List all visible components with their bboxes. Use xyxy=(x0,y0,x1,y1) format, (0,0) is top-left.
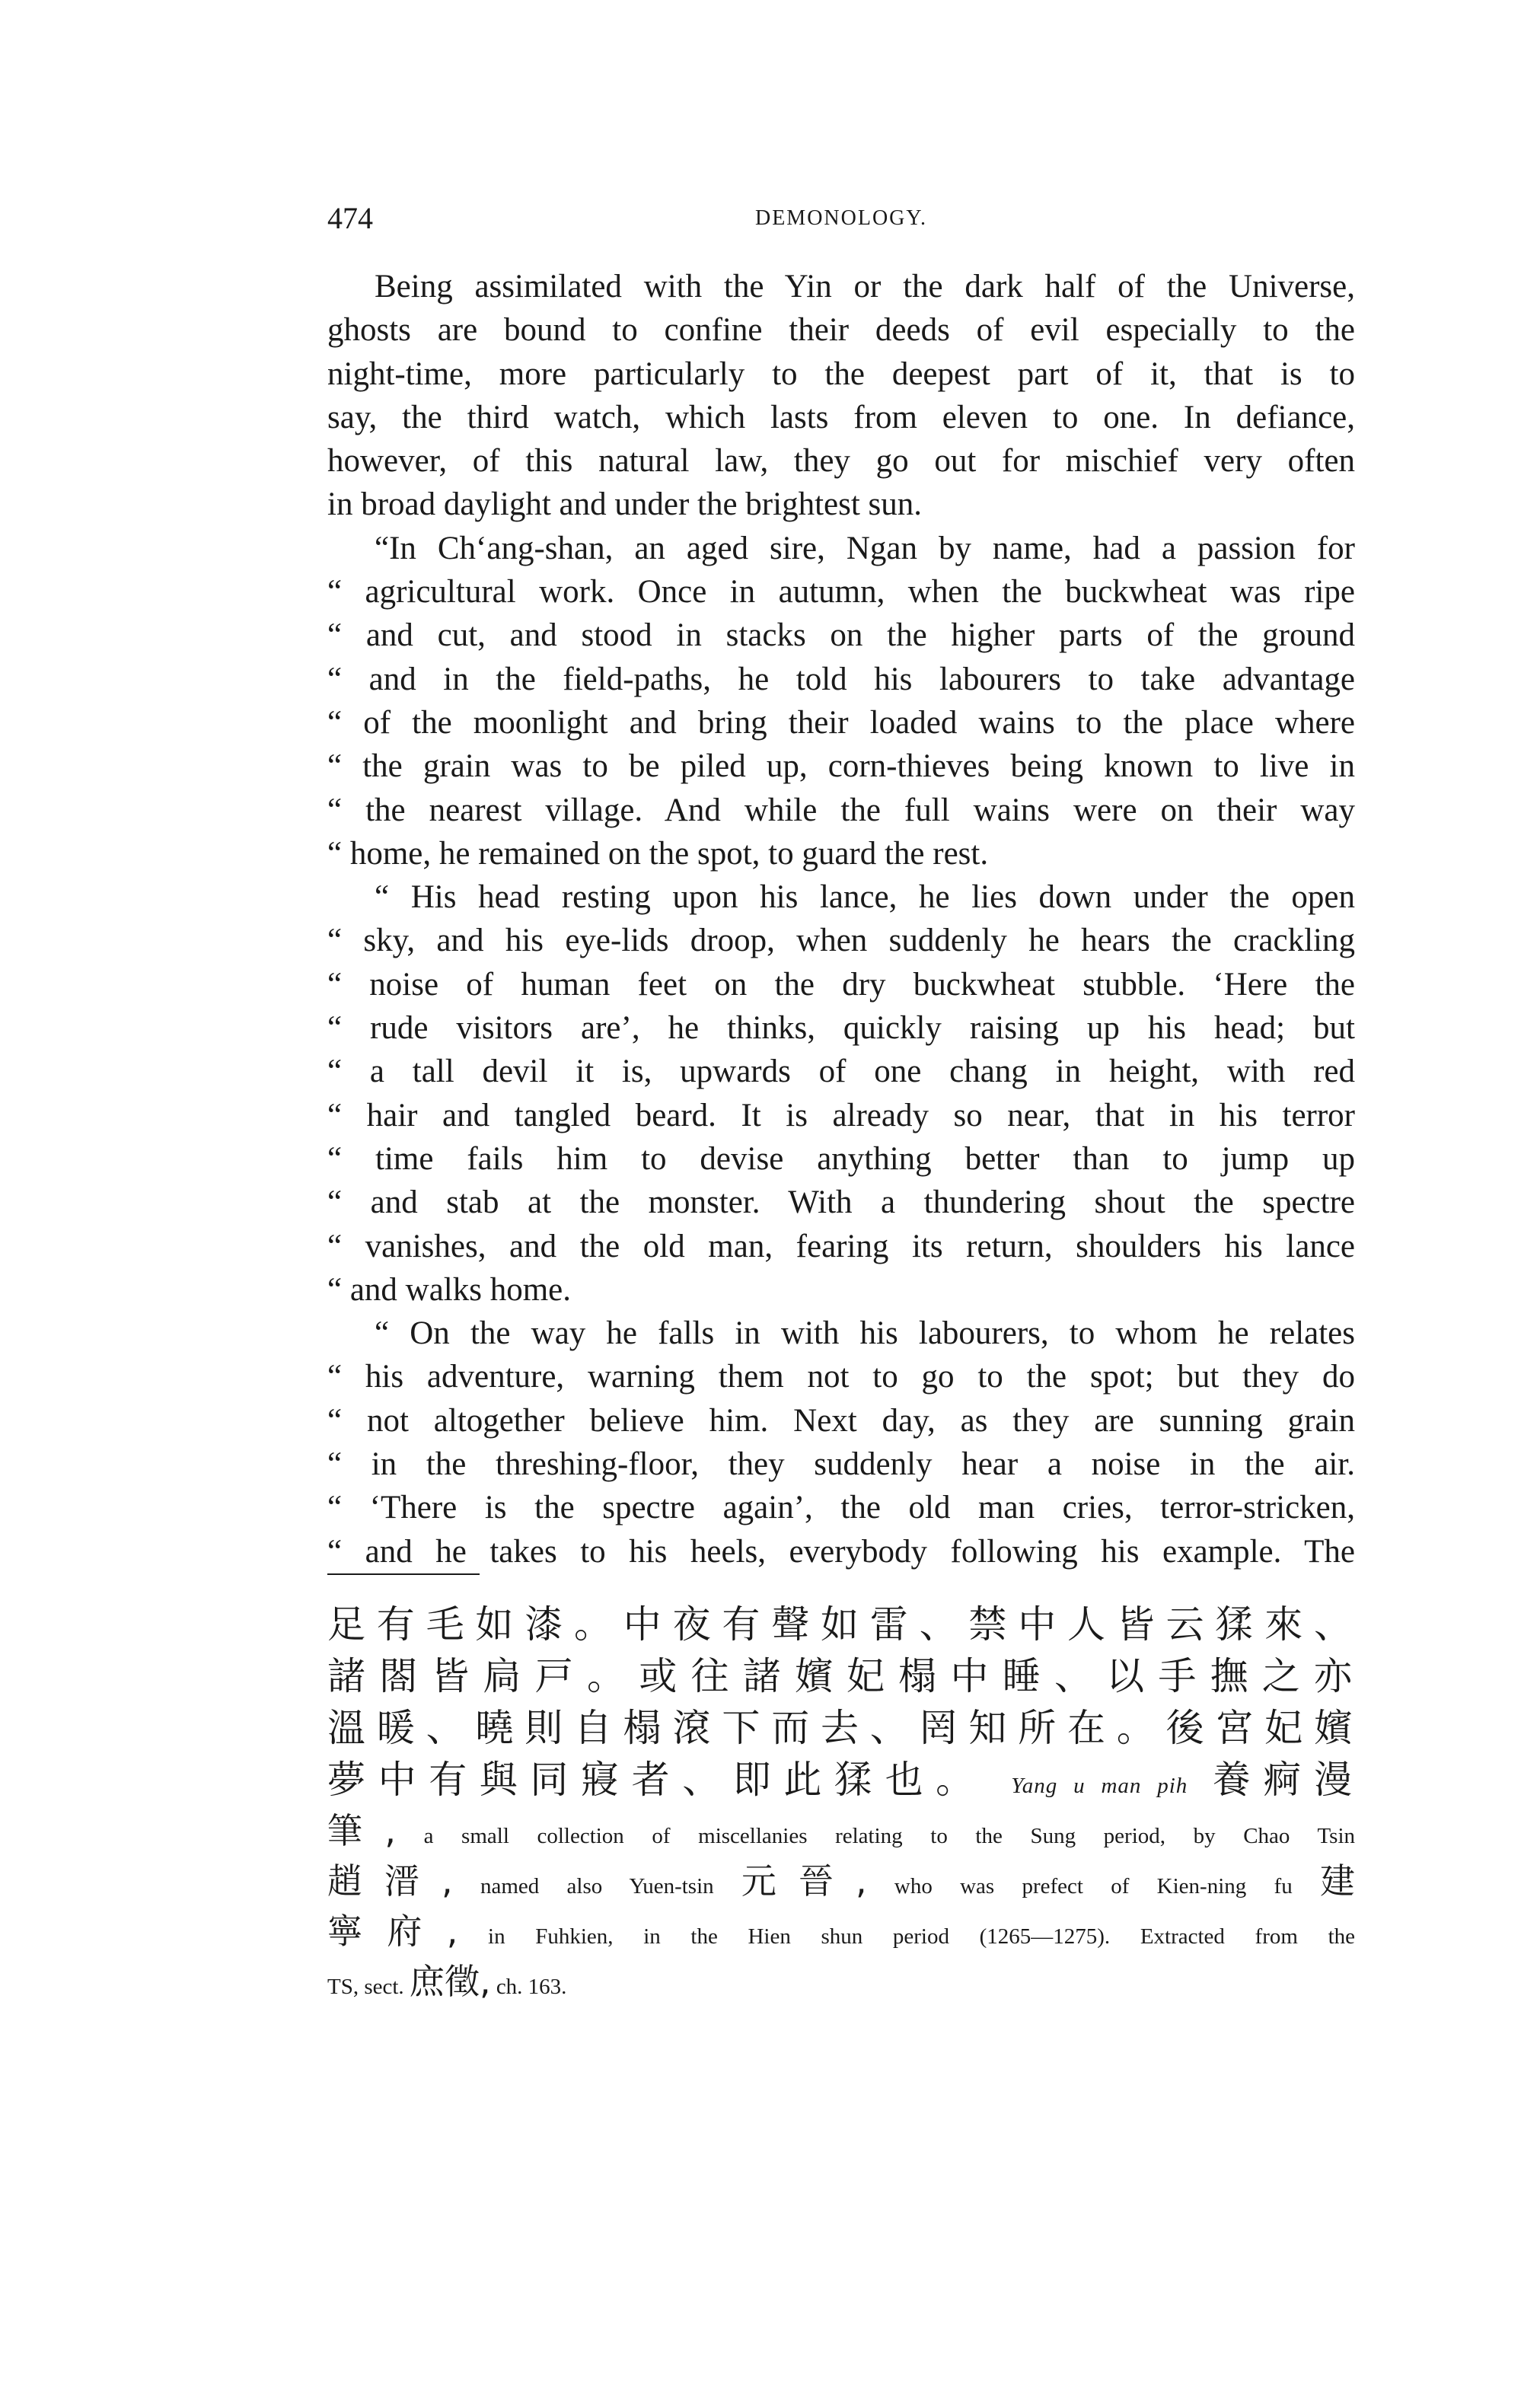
footnote-chinese-line: 足有毛如漆。中夜有聲如雷、禁中人皆云猱來、 xyxy=(327,1602,1355,1647)
text-line: “ vanishes, and the old man, fearing its return, shoulders his lance xyxy=(327,1228,1355,1264)
text-line: “In Ch‘ang-shan, an aged sire, Ngan by name, had a passion for xyxy=(375,530,1355,566)
text-line: “ and he takes to his heels, everybody following his example. The xyxy=(327,1533,1355,1570)
footnote-chinese-text: 寧府, xyxy=(327,1911,458,1952)
text-line: “ the nearest village. And while the full wains were on their way xyxy=(327,792,1355,828)
body-text xyxy=(327,265,1355,1573)
running-title: DEMONOLOGY. xyxy=(754,206,928,230)
text-line: “ of the moonlight and bring their loaded wains to the place where xyxy=(327,704,1355,741)
footnote-chinese-text: 夢中有與同寢者、即此猱也。 xyxy=(327,1758,987,1802)
footnote-romanized-title: Yang u man pih xyxy=(1011,1774,1188,1798)
footnote-chinese-text: 建 xyxy=(1320,1860,1355,1902)
text-line: “ and cut, and stood in stacks on the higher parts of the ground xyxy=(327,617,1355,654)
footnote-chinese-text: 元晉, xyxy=(741,1860,867,1902)
text-line: Being assimilated with the Yin or the dark half of the Universe, xyxy=(375,269,1355,304)
footnote-text: TS, sect. xyxy=(327,1975,404,1999)
text-line: in broad daylight and under the brightest sun. xyxy=(327,486,923,523)
footnote-text: a small collection of miscellanies relating to the Sung period, by Chao Tsin xyxy=(423,1824,1355,1848)
footnote-mixed-line xyxy=(327,1956,1355,2007)
text-line: however, of this natural law, they go out for mischief very often xyxy=(327,443,1355,480)
page-header xyxy=(327,199,1355,238)
text-line: “ On the way he falls in with his labourers, to whom he relates xyxy=(375,1315,1355,1352)
text-line: “ noise of human feet on the dry buckwheat stubble. ‘Here the xyxy=(327,966,1355,1003)
footnote-chinese-line: 溫暖、曉則自榻滾下而去、罔知所在。後宮妃嬪 xyxy=(327,1706,1355,1750)
page-number: 474 xyxy=(327,201,373,235)
text-line: night-time, more particularly to the deepest part of it, that is to xyxy=(327,355,1355,392)
footnote-chinese-line: 諸閤皆扃戸。或往諸嬪妃榻中睡、以手撫之亦 xyxy=(327,1654,1355,1698)
footnote-mixed-line xyxy=(327,1806,1355,1856)
text-line: “ and walks home. xyxy=(327,1271,572,1308)
footnote-mixed-line xyxy=(327,1856,1355,1906)
text-line: “ a tall devil it is, upwards of one chang in height, with red xyxy=(327,1054,1355,1090)
footnote-text: named also Yuen-tsin xyxy=(480,1874,714,1898)
footnote-chinese-text: 庶徵, xyxy=(409,1961,491,2002)
footnote-text: ch. 163. xyxy=(496,1975,567,1999)
text-line: “ his adventure, warning them not to go to the spot; but they do xyxy=(327,1359,1355,1395)
footnote-mixed-line xyxy=(327,1906,1355,1956)
footnote-chinese-text: 趙溍, xyxy=(327,1860,453,1902)
text-line: ghosts are bound to confine their deeds of evil especially to the xyxy=(327,312,1355,349)
footnote xyxy=(327,1599,1355,2007)
text-line: “ in the threshing-floor, they suddenly hear a noise in the air. xyxy=(327,1446,1355,1483)
text-line: “ and in the field-paths, he told his labourers to take advantage xyxy=(327,661,1355,697)
footnote-rule xyxy=(327,1573,480,1575)
text-line: “ not altogether believe him. Next day, as they are sunning grain xyxy=(327,1402,1355,1439)
footnote-text: in Fuhkien, in the Hien shun period (1265—1275). Extracted from the xyxy=(488,1924,1355,1949)
text-line: “ hair and tangled beard. It is already so near, that in his terror xyxy=(327,1097,1355,1133)
text-line: “ home, he remained on the spot, to guard the rest. xyxy=(327,835,989,872)
footnote-chinese-text: 養痾漫 xyxy=(1212,1758,1355,1802)
text-line: “ and stab at the monster. With a thundering shout the spectre xyxy=(327,1184,1355,1221)
footnote-mixed-line xyxy=(327,1754,1355,1806)
text-line: “ the grain was to be piled up, corn-thieves being known to live in xyxy=(327,748,1355,785)
text-line: “ ‘There is the spectre again’, the old man cries, terror-stricken, xyxy=(327,1490,1355,1526)
text-line: “ sky, and his eye-lids droop, when suddenly he hears the crackling xyxy=(327,923,1355,959)
text-line: “ rude visitors are’, he thinks, quickly raising up his head; but xyxy=(327,1010,1355,1047)
text-line: “ time fails him to devise anything better than to jump up xyxy=(327,1140,1355,1177)
text-line: “ His head resting upon his lance, he lies down under the open xyxy=(375,879,1355,916)
footnote-chinese-text: 筆, xyxy=(327,1810,396,1851)
footnote-text: who was prefect of Kien-ning fu xyxy=(894,1874,1293,1898)
text-line: “ agricultural work. Once in autumn, when the buckwheat was ripe xyxy=(327,574,1355,611)
text-line: say, the third watch, which lasts from eleven to one. In defiance, xyxy=(327,399,1355,435)
